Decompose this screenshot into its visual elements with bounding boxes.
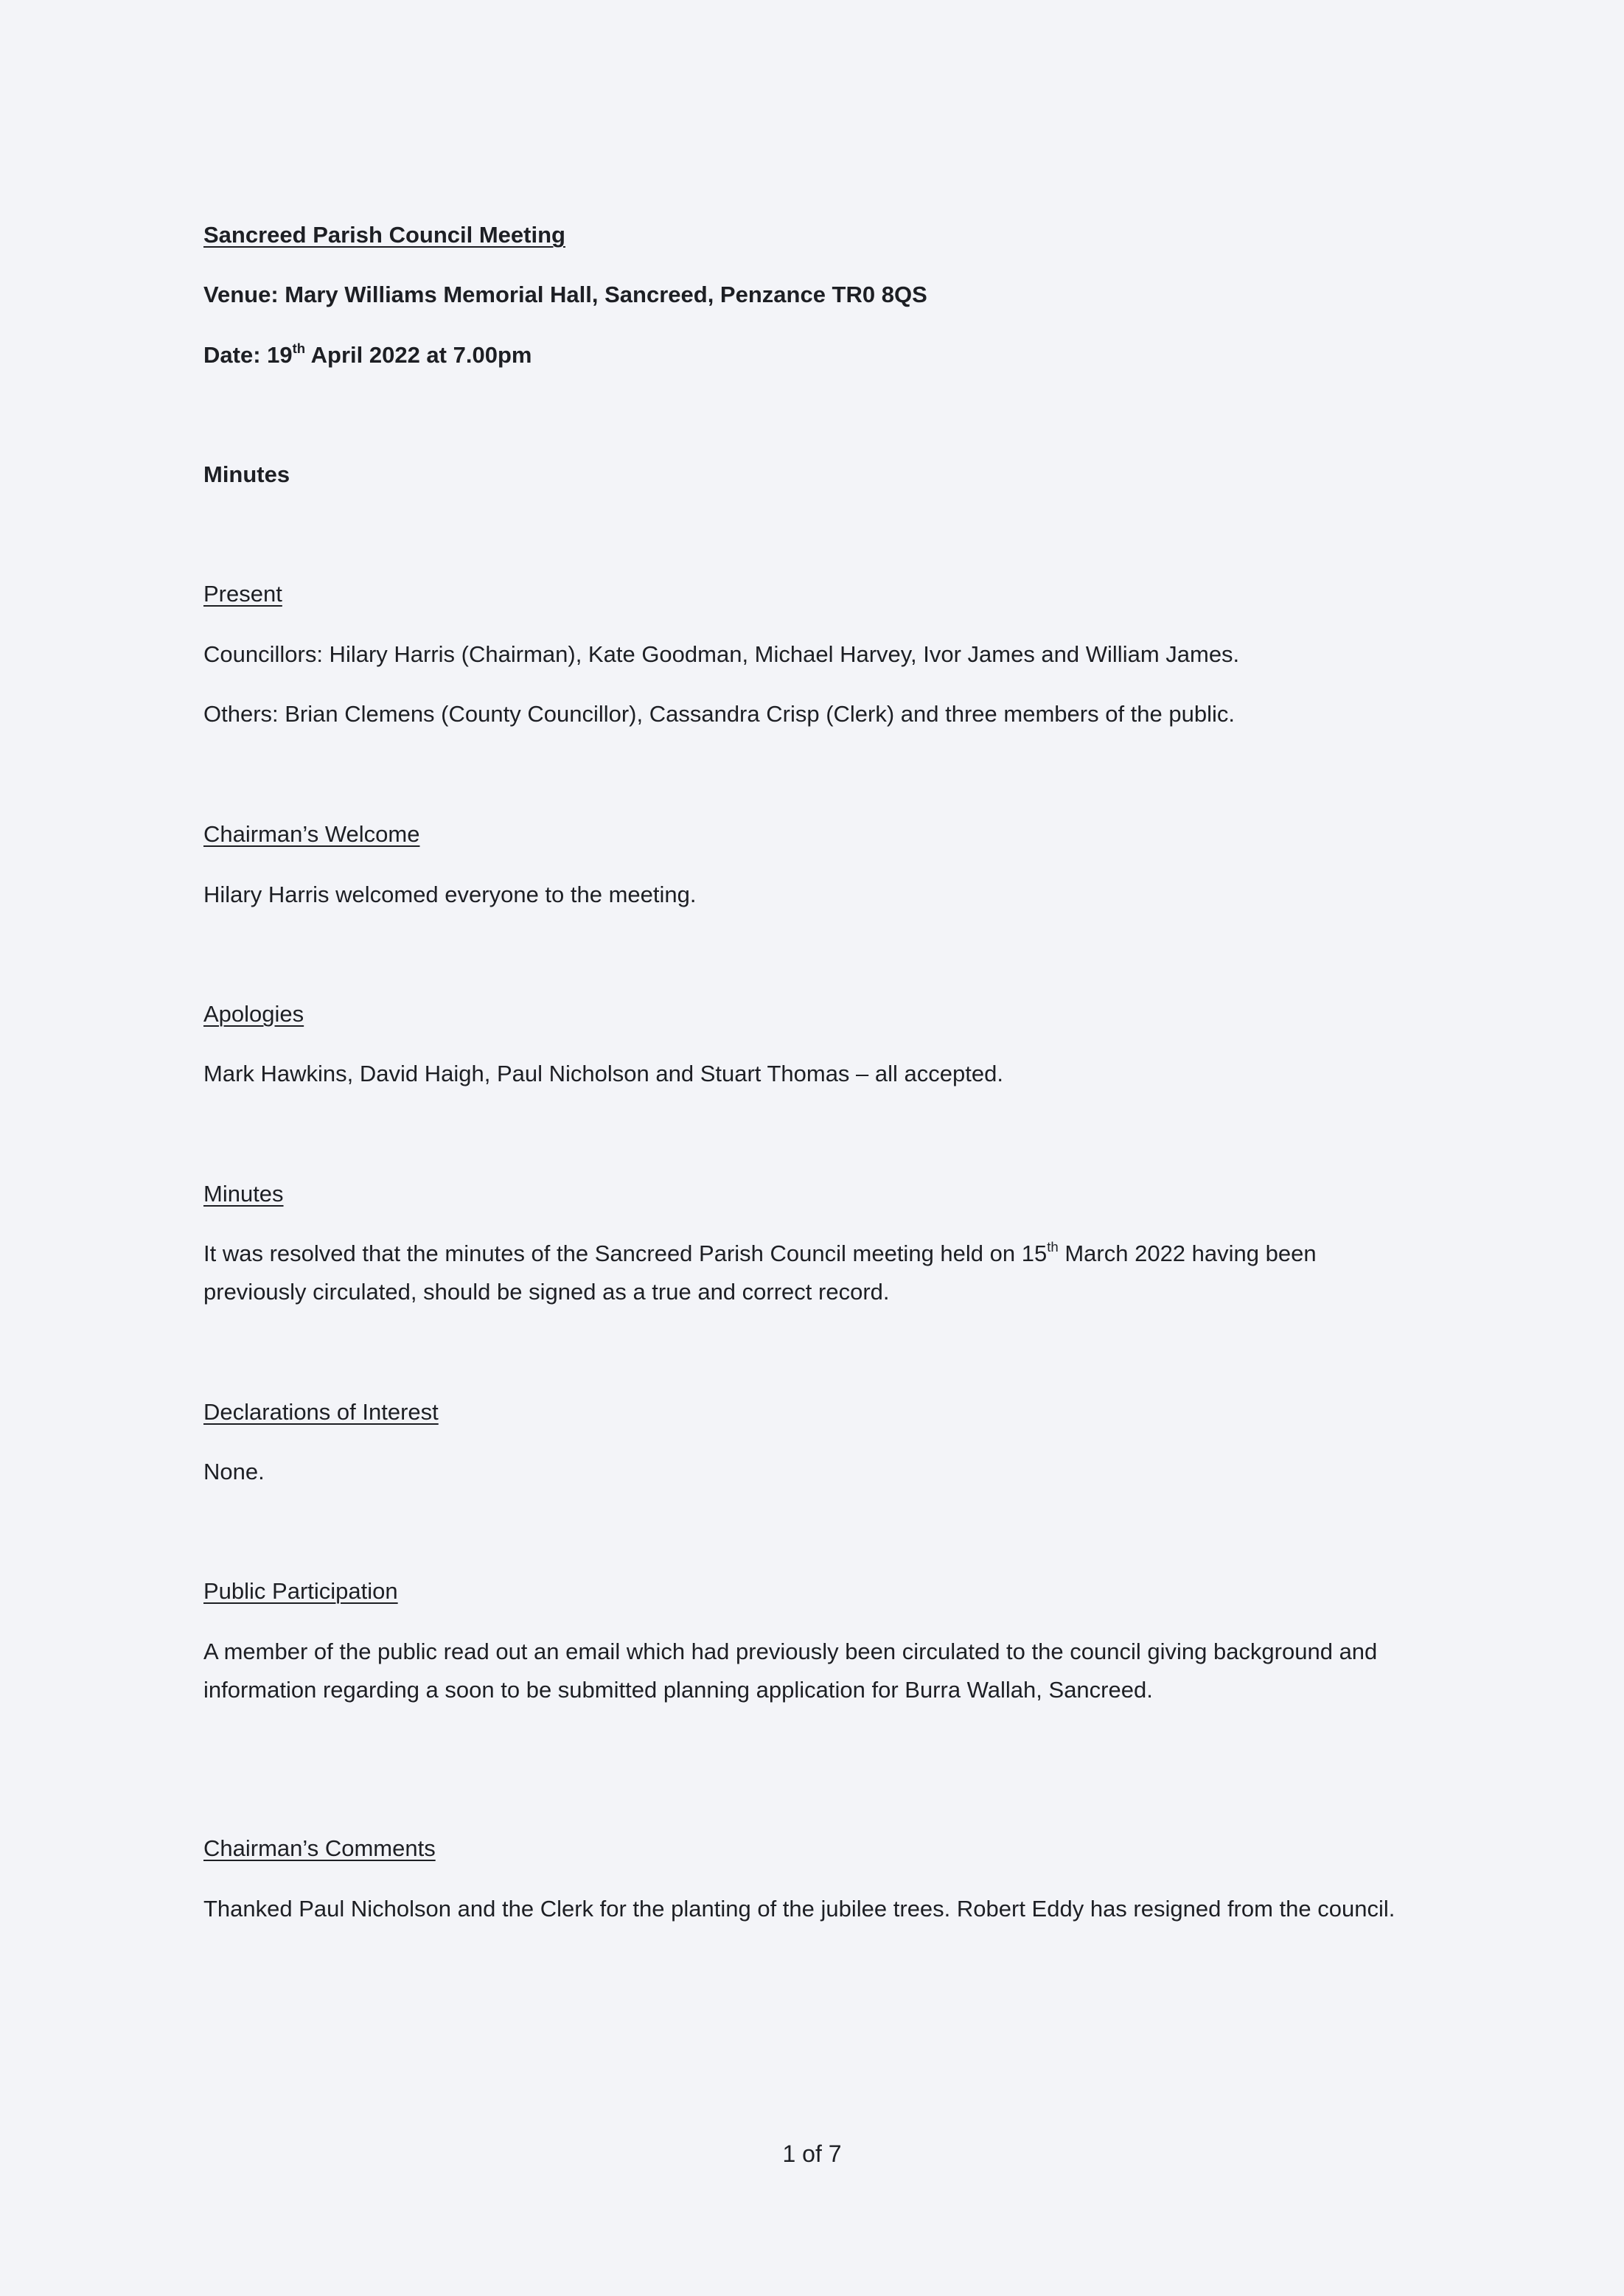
present-others: Others: Brian Clemens (County Councillor), Cassandra Crisp (Clerk) and three members of the public. — [203, 701, 1235, 727]
welcome-heading: Chairman’s Welcome — [203, 821, 420, 847]
minutes-heading: Minutes — [203, 1181, 284, 1207]
public-participation-body: A member of the public read out an email which had previously been circulated to the council giving background and information regarding a soon to be submitted planning application for Burra Wallah, Sancreed. — [203, 1639, 1378, 1703]
apologies-body: Mark Hawkins, David Haigh, Paul Nicholson and Stuart Thomas – all accepted. — [203, 1061, 1003, 1086]
present-heading: Present — [203, 581, 282, 607]
welcome-body: Hilary Harris welcomed everyone to the meeting. — [203, 882, 697, 907]
apologies-heading: Apologies — [203, 1001, 304, 1027]
page-number: 1 of 7 — [782, 2140, 842, 2167]
minutes-body — [203, 1235, 1412, 1311]
document-type: Minutes — [203, 461, 290, 487]
meeting-date-ordinal: th — [292, 340, 306, 356]
declarations-heading: Declarations of Interest — [203, 1399, 439, 1425]
meeting-title: Sancreed Parish Council Meeting — [203, 222, 565, 248]
meeting-date — [203, 336, 532, 374]
meeting-date-suffix: April 2022 at 7.00pm — [305, 342, 532, 368]
public-participation-heading: Public Participation — [203, 1578, 398, 1604]
chairmans-comments-heading: Chairman’s Comments — [203, 1835, 436, 1861]
minutes-body-ordinal: th — [1047, 1238, 1059, 1255]
minutes-body-start: It was resolved that the minutes of the Sancreed Parish Council meeting held on 15 — [203, 1241, 1048, 1266]
present-councillors: Councillors: Hilary Harris (Chairman), Kate Goodman, Michael Harvey, Ivor James and William James. — [203, 641, 1240, 667]
meeting-venue: Venue: Mary Williams Memorial Hall, Sancreed, Penzance TR0 8QS — [203, 282, 927, 307]
minutes-body-end: March 2022 having been previously circulated, should be signed as a true and correct record. — [203, 1241, 1317, 1305]
declarations-body: None. — [203, 1459, 265, 1484]
chairmans-comments-body: Thanked Paul Nicholson and the Clerk for the planting of the jubilee trees. Robert Eddy has resigned from the council. — [203, 1896, 1395, 1922]
meeting-date-prefix: Date: 19 — [203, 342, 293, 368]
